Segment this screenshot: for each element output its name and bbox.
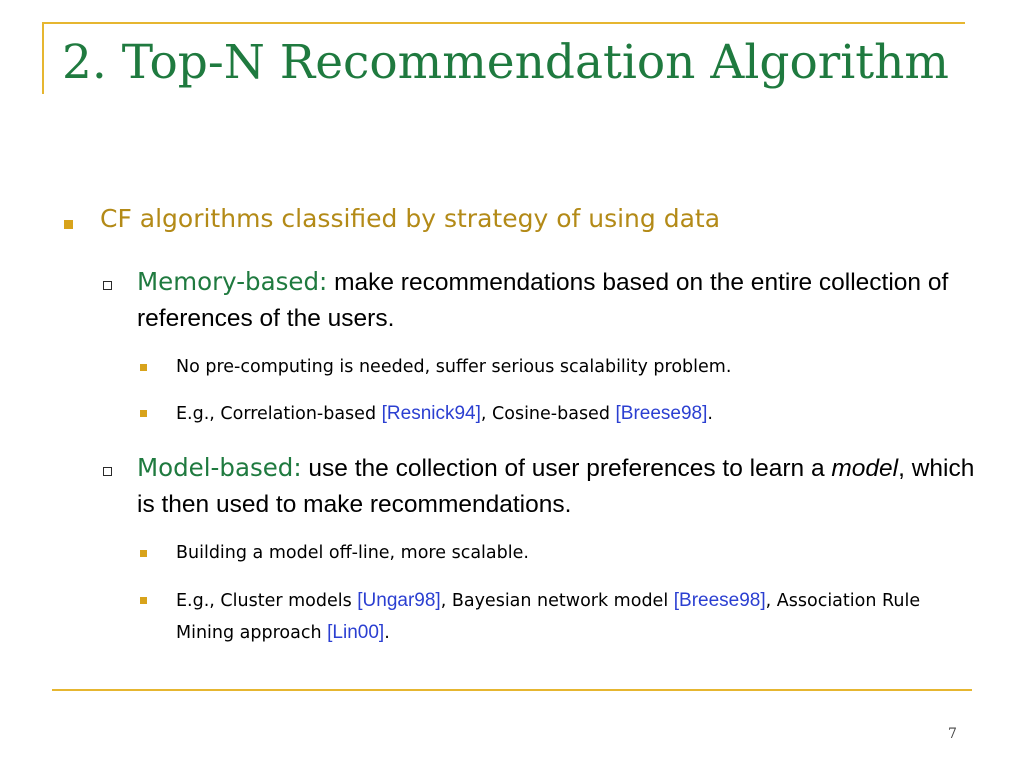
slide-title: 2. Top-N Recommendation Algorithm xyxy=(62,35,949,90)
memory-based-detail-1: No pre-computing is needed, suffer serious scalability problem. xyxy=(176,357,732,377)
memory-based-point xyxy=(137,264,977,337)
page-number: 7 xyxy=(948,726,957,742)
hollow-square-bullet-icon xyxy=(103,281,112,290)
example-text: , Cosine-based xyxy=(480,404,616,424)
citation-breese98: [Breese98] xyxy=(673,590,766,611)
square-bullet-icon xyxy=(140,364,147,371)
frame-top-rule xyxy=(42,22,965,24)
model-based-text: use the collection of user preferences to learn a xyxy=(301,455,832,482)
citation-ungar98: [Ungar98] xyxy=(357,590,441,611)
square-bullet-icon xyxy=(140,597,147,604)
memory-based-detail-2 xyxy=(176,398,976,430)
citation-breese98: [Breese98] xyxy=(615,403,708,424)
example-text: . xyxy=(707,404,713,424)
model-emphasis: model xyxy=(831,455,899,482)
citation-resnick94: [Resnick94] xyxy=(381,403,481,424)
example-text: E.g., Cluster models xyxy=(176,591,358,611)
frame-left-rule xyxy=(42,22,44,94)
model-based-point xyxy=(137,450,977,523)
model-based-detail-2 xyxy=(176,585,976,649)
model-based-text: , which is then used to make recommendations. xyxy=(137,455,975,518)
model-based-label: Model-based: xyxy=(137,453,302,482)
main-point: CF algorithms classified by strategy of using data xyxy=(100,204,721,233)
memory-based-text: make recommendations based on the entire collection of references of the users. xyxy=(137,269,949,332)
example-text: . xyxy=(384,623,390,643)
hollow-square-bullet-icon xyxy=(103,467,112,476)
example-text: , Bayesian network model xyxy=(440,591,674,611)
memory-based-label: Memory-based: xyxy=(137,267,328,296)
square-bullet-icon xyxy=(64,220,73,229)
square-bullet-icon xyxy=(140,410,147,417)
example-text: , Association Rule Mining approach xyxy=(176,591,921,643)
footer-rule xyxy=(52,689,972,691)
citation-lin00: [Lin00] xyxy=(327,622,385,643)
square-bullet-icon xyxy=(140,550,147,557)
example-text: E.g., Correlation-based xyxy=(176,404,382,424)
model-based-detail-1: Building a model off-line, more scalable. xyxy=(176,543,529,563)
